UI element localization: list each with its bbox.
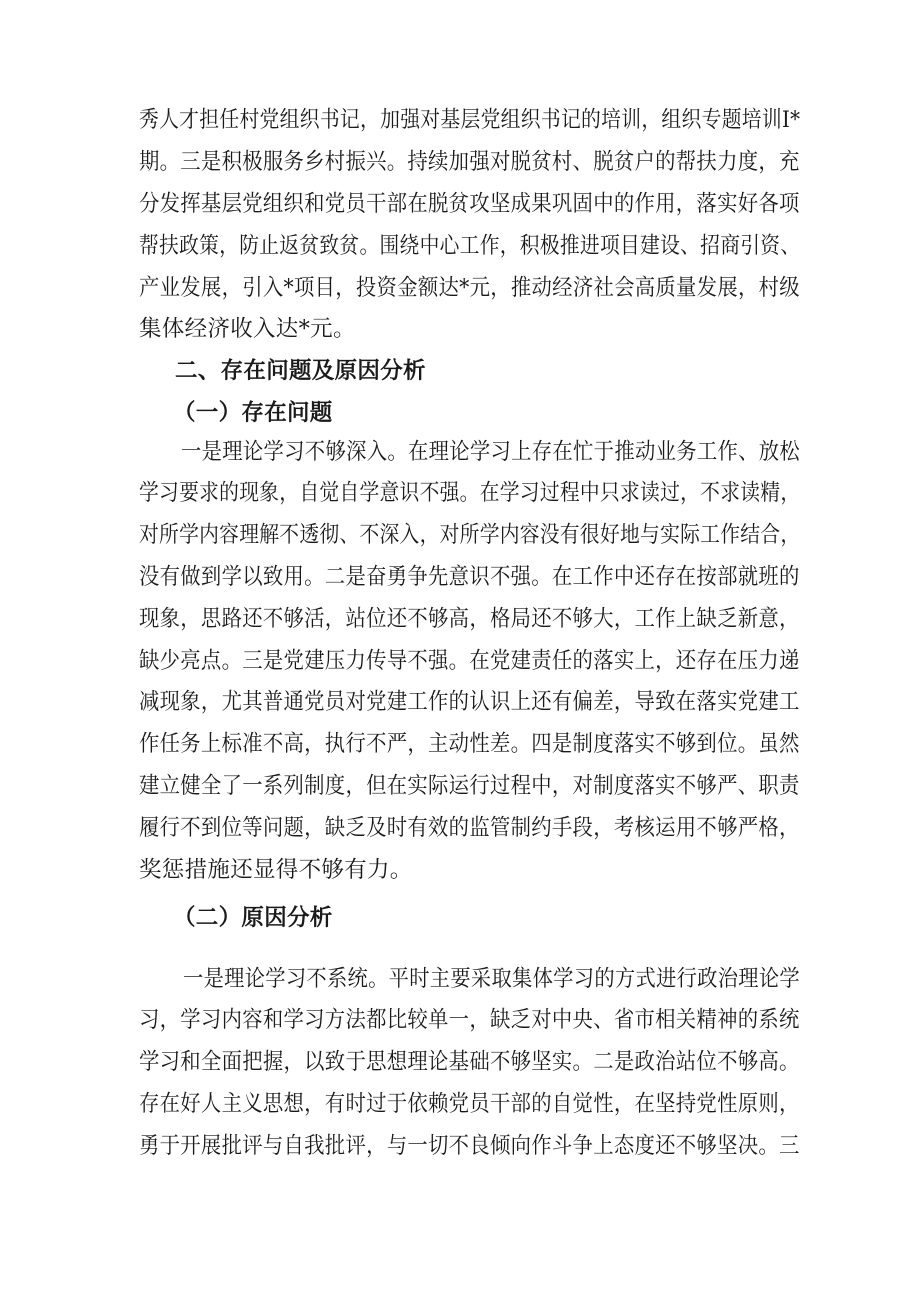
text-line: 学习要求的现象，自觉自学意识不强。在学习过程中只求读过，不求读精， xyxy=(139,480,801,506)
text-line: 习，学习内容和学习方法都比较单一，缺乏对中央、省市相关精神的系统 xyxy=(139,1007,800,1033)
text-line: 现象，思路还不够活，站位还不够高，格局还不够大，工作上缺乏新意， xyxy=(139,606,800,632)
text-line: 对所学内容理解不透彻、不深入，对所学内容没有很好地与实际工作结合， xyxy=(139,522,801,548)
text-line: 履行不到位等问题，缺乏及时有效的监管制约手段，考核运用不够严格， xyxy=(139,815,800,841)
text-line: 奖惩措施还显得不够有力。 xyxy=(139,857,413,883)
text-line: 建立健全了一系列制度，但在实际运行过程中，对制度落实不够严、职责 xyxy=(139,773,800,799)
text-line: 作任务上标准不高，执行不严，主动性差。四是制度落实不够到位。虽然 xyxy=(139,731,800,757)
text-line: 期。三是积极服务乡村振兴。持续加强对脱贫村、脱贫户的帮扶力度，充 xyxy=(139,149,800,175)
text-line: 存在好人主义思想，有时过于依赖党员干部的自觉性，在坚持党性原则， xyxy=(139,1091,800,1117)
text-line: 缺少亮点。三是党建压力传导不强。在党建责任的落实上，还存在压力递 xyxy=(139,648,800,674)
text-line: 学习和全面把握，以致于思想理论基础不够坚实。二是政治站位不够高。 xyxy=(139,1049,800,1075)
subsection-heading: （二）原因分析 xyxy=(173,905,333,931)
text-line: 帮扶政策，防止返贫致贫。围绕中心工作，积极推进项目建设、招商引资、 xyxy=(139,233,801,259)
subsection-heading: （一）存在问题 xyxy=(173,400,333,426)
text-line: 秀人才担任村党组织书记，加强对基层党组织书记的培训，组织专题培训I* xyxy=(139,107,801,133)
text-line: 一是理论学习不系统。平时主要采取集体学习的方式进行政治理论学 xyxy=(183,966,800,992)
text-line: 产业发展，引入*项目，投资金额达*元，推动经济社会高质量发展，村级 xyxy=(139,275,800,301)
text-line: 勇于开展批评与自我批评，与一切不良倾向作斗争上态度还不够坚决。三 xyxy=(139,1133,800,1159)
text-line: 一是理论学习不够深入。在理论学习上存在忙于推动业务工作、放松 xyxy=(181,439,801,465)
text-line: 没有做到学以致用。二是奋勇争先意识不强。在工作中还存在按部就班的 xyxy=(139,564,800,590)
text-line: 减现象，尤其普通党员对党建工作的认识上还有偏差，导致在落实党建工 xyxy=(139,689,800,715)
text-line: 分发挥基层党组织和党员干部在脱贫攻坚成果巩固中的作用，落实好各项 xyxy=(139,191,800,217)
section-heading: 二、存在问题及原因分析 xyxy=(175,358,426,384)
text-line: 集体经济收入达*元。 xyxy=(139,316,356,342)
